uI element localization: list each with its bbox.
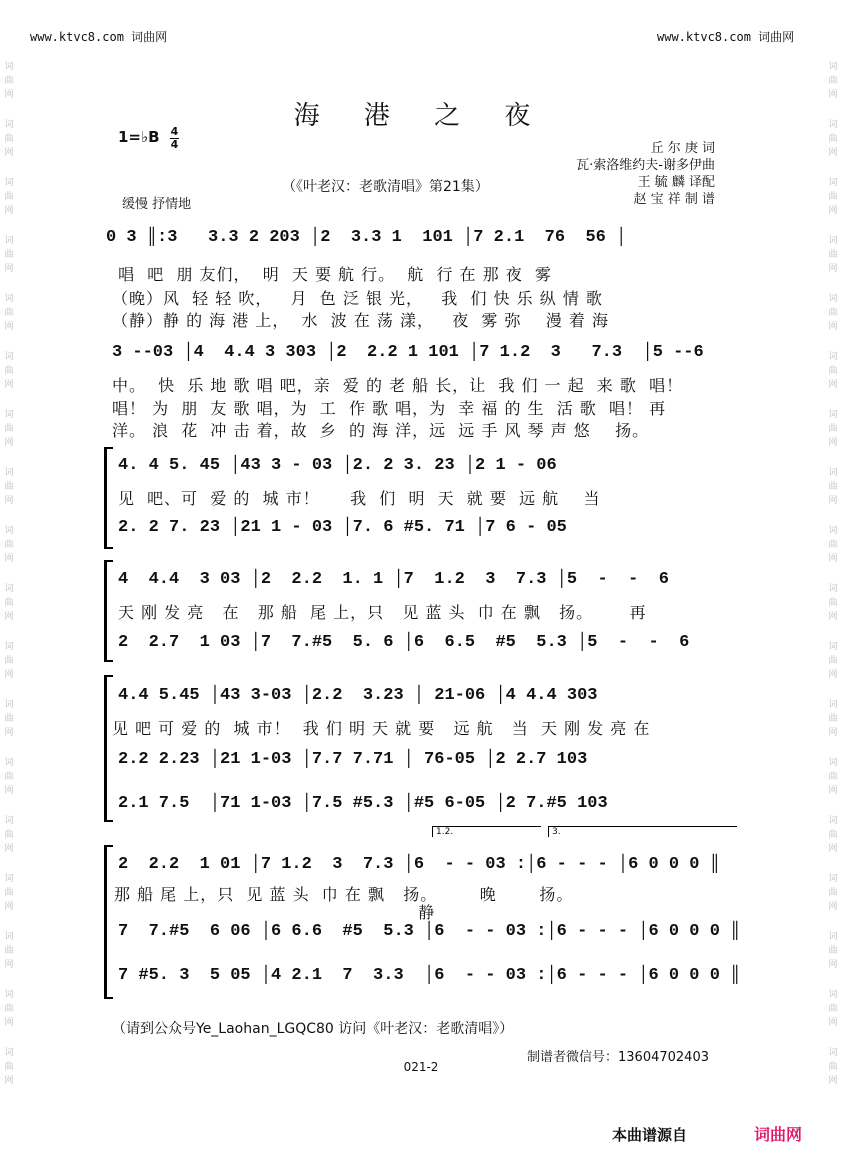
system-1-notes: 0 3 ║:3 3.3 2 203 │2 3.3 1 101 │7 2.1 76 56 │ xyxy=(106,228,627,247)
system-5-notes-middle: 2.2 2.23 │21 1-03 │7.7 7.71 │ 76-05 │2 2.7 103 xyxy=(118,750,588,769)
system-5-lyrics: 见 吧 可 爱 的 城 市！ 我 们 明 天 就 要 远 航 当 天 刚 发 亮 在 xyxy=(112,719,651,738)
right-watermark: 词曲网 词曲网 词曲网 词曲网 词曲网 词曲网 词曲网 词曲网 词曲网 词曲网 词曲网 词曲网 词曲网 词曲网 词曲网 词曲网 词曲网 词曲网 xyxy=(828,62,838,1086)
credits xyxy=(555,140,715,208)
system-3-lyrics: 见 吧、可 爱 的 城 市！ 我 们 明 天 就 要 远 航 当 xyxy=(118,489,601,508)
system-6-notes-upper: 2 2.2 1 01 │7 1.2 3 7.3 │6 - - 03 :│6 - - - │6 0 0 0 ║ xyxy=(118,855,720,874)
left-watermark: 词曲网 词曲网 词曲网 词曲网 词曲网 词曲网 词曲网 词曲网 词曲网 词曲网 词曲网 词曲网 词曲网 词曲网 词曲网 词曲网 词曲网 词曲网 xyxy=(4,62,14,1086)
arranger-contact: 制谱者微信号：13604702403 xyxy=(527,1050,709,1065)
system-4-notes-lower: 2 2.7 1 03 │7 7.#5 5. 6 │6 6.5 #5 5.3 │5 - - 6 xyxy=(118,633,690,652)
lyricist: 丘 尔 庚 词 xyxy=(650,141,715,156)
system-5-notes-lower: 2.1 7.5 │71 1-03 │7.5 #5.3 │#5 6-05 │2 7.#5 103 xyxy=(118,794,608,813)
header-left-url: www.ktvc8.com 词曲网 xyxy=(30,30,168,44)
header-right-url: www.ktvc8.com 词曲网 xyxy=(657,30,795,44)
system-2-lyrics-verse-2: 唱！ 为 朋 友 歌 唱，为 工 作 歌 唱，为 幸 福 的 生 活 歌 唱！ 再 xyxy=(112,399,667,418)
system-6-bracket xyxy=(104,845,113,999)
system-4-lyrics: 天 刚 发 亮 在 那 船 尾 上，只 见 蓝 头 巾 在 飘 扬。 再 xyxy=(118,603,647,622)
system-3-notes-lower: 2. 2 7. 23 │21 1 - 03 │7. 6 #5. 71 │7 6 - 05 xyxy=(118,518,567,537)
system-5-bracket xyxy=(104,675,113,822)
collection-source: （《叶老汉：老歌清唱》第21集） xyxy=(282,179,489,195)
key-signature: 1=♭B xyxy=(118,128,160,146)
source-label: 本曲谱源自 xyxy=(612,1126,688,1144)
time-signature: 4 4 xyxy=(170,125,179,151)
system-1-lyrics-verse-3: （静）静 的 海 港 上， 水 波 在 荡 漾， 夜 雾 弥 漫 着 海 xyxy=(112,311,609,330)
composer: 瓦·索洛维约夫-谢多伊曲 xyxy=(576,158,715,173)
system-6-lyrics-1: 那 船 尾 上，只 见 蓝 头 巾 在 飘 扬。 晚 扬。 xyxy=(114,885,574,904)
system-2-lyrics-verse-3: 洋。 浪 花 冲 击 着，故 乡 的 海 洋，远 远 手 风 琴 声 悠 扬。 xyxy=(112,421,650,440)
song-title: 海 港 之 夜 xyxy=(293,101,549,131)
system-6-notes-lower: 7 #5. 3 5 05 │4 2.1 7 3.3 │6 - - 03 :│6 - - - │6 0 0 0 ║ xyxy=(118,966,741,985)
volta-1-2: 1.2. xyxy=(432,826,541,837)
system-6-notes-middle: 7 7.#5 6 06 │6 6.6 #5 5.3 │6 - - 03 :│6 - - - │6 0 0 0 ║ xyxy=(118,922,741,941)
volta-3: 3. xyxy=(548,826,737,837)
system-4-bracket xyxy=(104,560,113,662)
arranger: 赵 宝 祥 制 谱 xyxy=(633,192,715,207)
system-1-lyrics-verse-1: 唱 吧 朋 友们， 明 天 要 航 行。 航 行 在 那 夜 雾 xyxy=(112,265,552,284)
system-6-lyrics-2: 静 xyxy=(114,903,436,922)
source-site-link[interactable]: 词曲网 xyxy=(754,1125,803,1144)
system-2-lyrics-verse-1: 中。 快 乐 地 歌 唱 吧，亲 爱 的 老 船 长，让 我 们 一 起 来 歌 唱！ xyxy=(112,376,684,395)
footer-note: （请到公众号Ye_Laohan_LGQC80 访问《叶老汉：老歌清唱》） xyxy=(112,1021,514,1037)
system-2-notes: 3 --03 │4 4.4 3 303 │2 2.2 1 101 │7 1.2 3 7.3 │5 --6 xyxy=(112,343,704,362)
translator: 王 毓 麟 译配 xyxy=(637,175,715,190)
page-number: 021-2 xyxy=(403,1060,439,1074)
system-3-notes-upper: 4. 4 5. 45 │43 3 - 03 │2. 2 3. 23 │2 1 - 06 xyxy=(118,456,557,475)
system-1-lyrics-verse-2: （晚）风 轻 轻 吹， 月 色 泛 银 光， 我 们 快 乐 纵 情 歌 xyxy=(112,289,603,308)
system-4-notes-upper: 4 4.4 3 03 │2 2.2 1. 1 │7 1.2 3 7.3 │5 - - 6 xyxy=(118,570,669,589)
system-5-notes-upper: 4.4 5.45 │43 3-03 │2.2 3.23 │ 21-06 │4 4.4 303 xyxy=(118,686,598,705)
system-3-bracket xyxy=(104,447,113,549)
tempo-marking: 缓慢 抒情地 xyxy=(122,197,192,212)
